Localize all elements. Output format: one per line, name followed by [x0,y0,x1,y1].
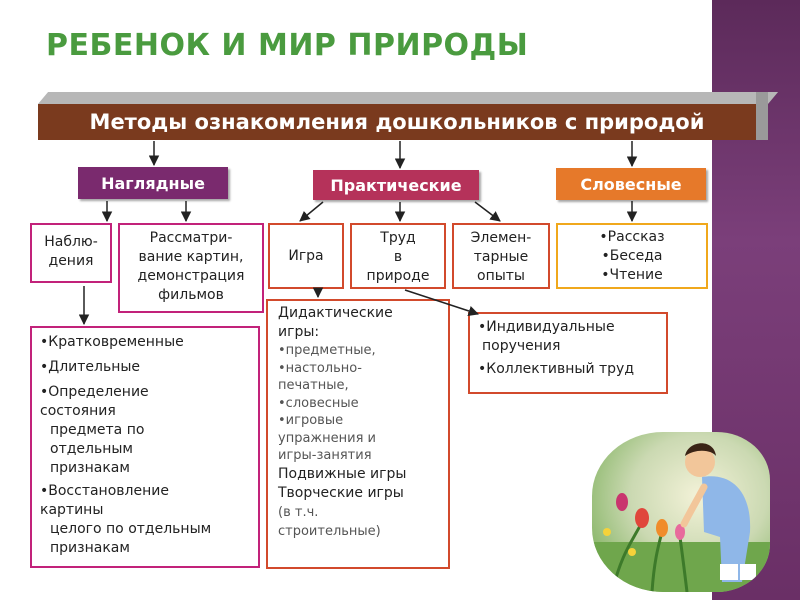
labor-line: Труд [380,230,416,246]
experiments-line: тарные [473,249,529,265]
experiments-line: опыты [477,268,525,284]
didactic-item: •словесные [278,395,359,411]
labor-line: природе [366,268,430,284]
list-line: признакам [50,540,130,556]
list-line: состояния [40,403,116,419]
labor-detail-line: поручения [482,338,561,354]
child-smelling-flowers-illustration [592,432,770,592]
list-line: отдельным [50,441,133,457]
list-line: •Восстановление [40,483,169,499]
pictures-line: вание картин, [138,249,244,265]
list-line: предмета по [50,422,145,438]
verbal-item: •Беседа [601,248,663,264]
list-line: картины [40,502,104,518]
labor-line: в [393,249,403,265]
game-box: Игра [268,223,344,289]
child-flowers-picture [592,432,770,592]
experiments-line: Элемен- [470,230,532,246]
mobile-games: Подвижные игры [278,465,407,482]
didactic-item: •настольно- [278,360,362,376]
didactic-item: игры-занятия [278,448,372,463]
category-verbal: Словесные [556,168,706,200]
list-line: •Кратковременные [40,334,184,350]
creative-note: строительные) [278,523,381,539]
didactic-title: Дидактические [278,305,393,321]
didactic-item: упражнения и [278,430,376,446]
pictures-line: фильмов [158,287,224,303]
arrow [405,290,478,314]
category-visual: Наглядные [78,167,228,199]
arrow [475,202,500,221]
didactic-title: игры: [278,324,320,340]
arrow [300,202,323,221]
labor-detail-line: •Коллективный труд [478,361,634,377]
observation-line: Наблю- [44,234,98,250]
creative-games: Творческие игры [278,484,404,501]
didactic-item: •игровые [278,413,344,428]
didactic-item: •предметные, [278,343,376,358]
verbal-item: •Чтение [601,267,663,283]
labor-detail-line: •Индивидуальные [478,319,615,335]
pictures-line: демонстрация [137,268,245,284]
pictures-line: Рассматри- [149,230,233,246]
verbal-item: •Рассказ [599,229,665,245]
creative-note: (в т.ч. [278,504,319,520]
list-line: целого по отдельным [50,521,212,537]
category-practical: Практические [313,170,479,200]
list-line: •Длительные [40,359,141,375]
observation-line: дения [48,253,94,269]
list-line: •Определение [40,384,149,400]
didactic-item: печатные, [278,378,349,393]
slide-title: РЕБЕНОК И МИР ПРИРОДЫ [46,28,529,63]
methods-banner: Методы ознакомления дошкольников с природой [38,104,756,140]
list-line: признакам [50,460,130,476]
